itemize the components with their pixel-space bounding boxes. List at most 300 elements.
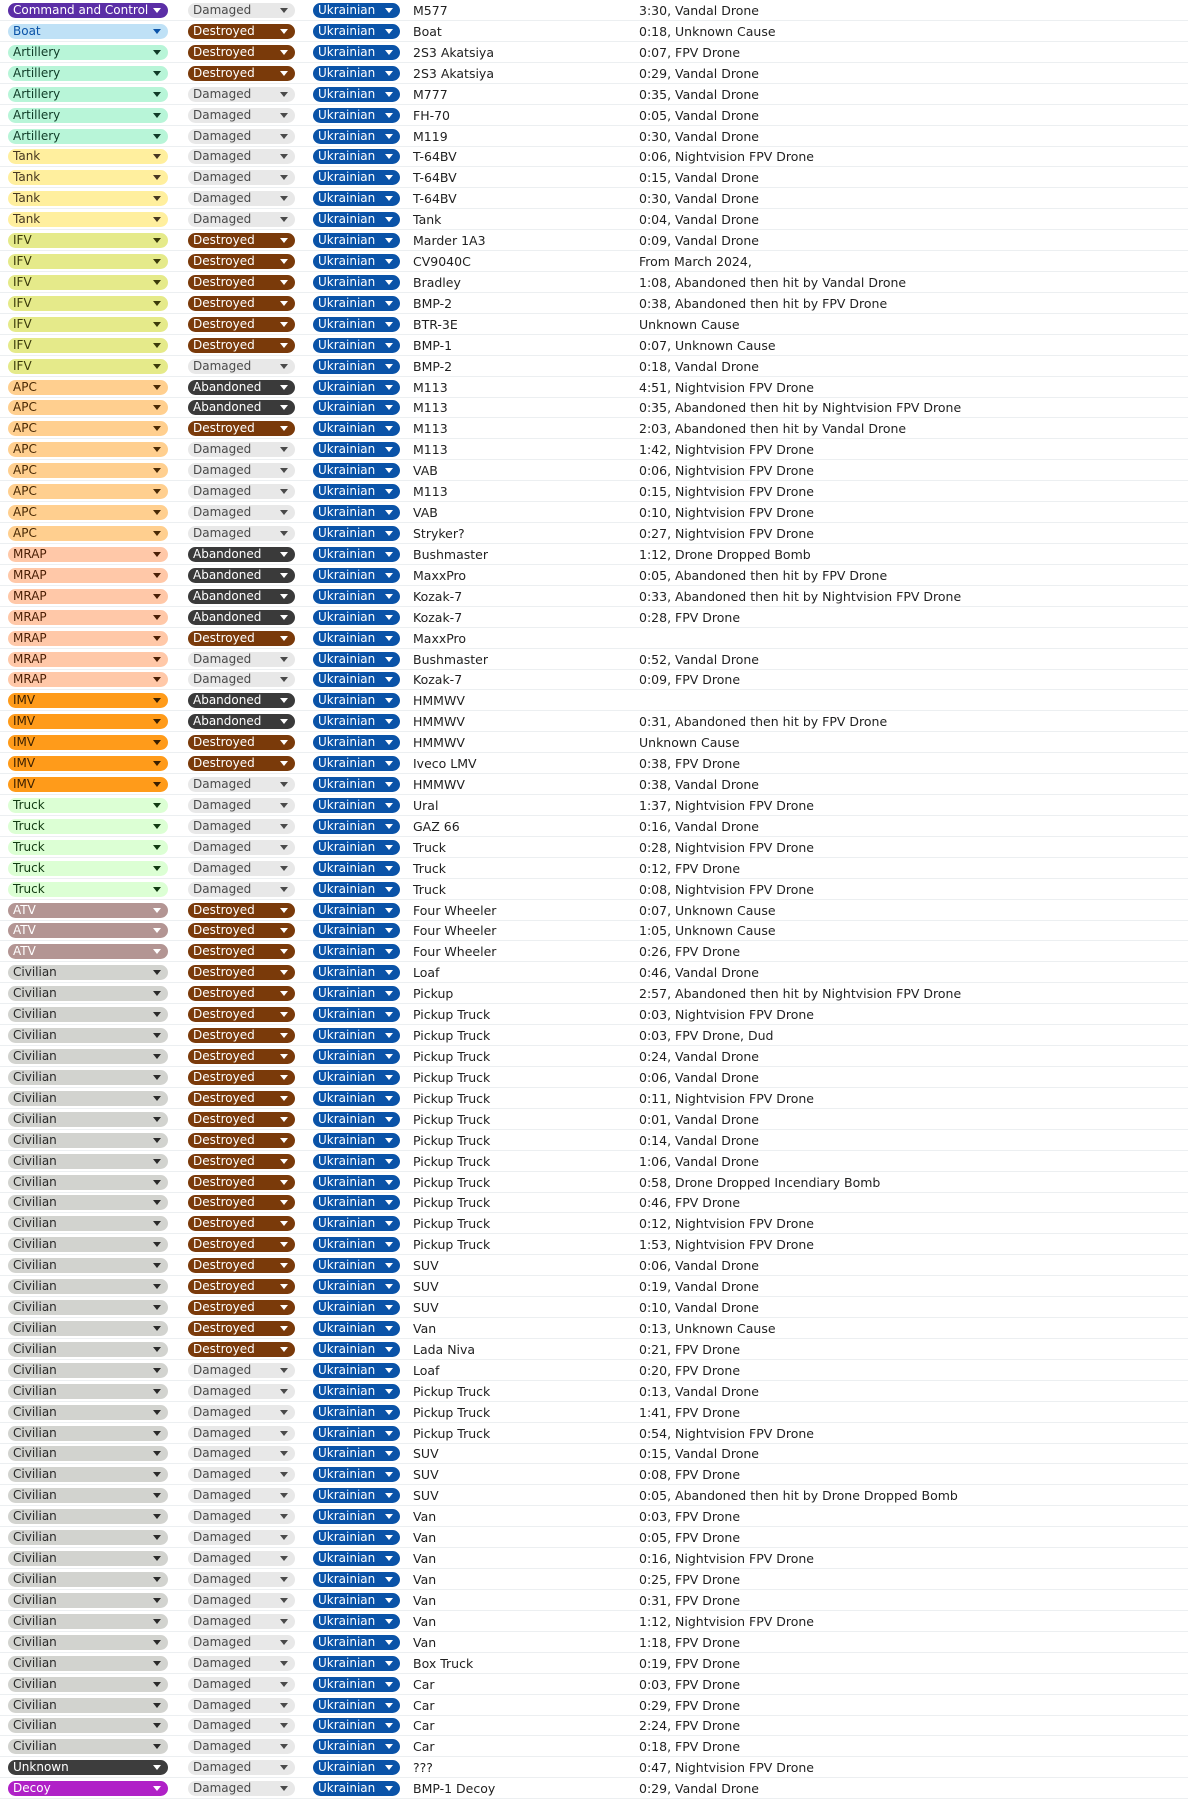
model-cell[interactable]: Pickup Truck xyxy=(413,1112,491,1127)
type-dropdown[interactable] xyxy=(8,1007,168,1022)
chevron-down-icon[interactable] xyxy=(280,970,288,975)
type-dropdown[interactable] xyxy=(8,756,168,771)
status-dropdown[interactable] xyxy=(188,1237,295,1252)
chevron-down-icon[interactable] xyxy=(385,1284,393,1289)
type-dropdown[interactable] xyxy=(8,1760,168,1775)
model-cell[interactable]: Pickup Truck xyxy=(413,1091,491,1106)
notes-cell[interactable]: 0:20, FPV Drone xyxy=(639,1363,741,1378)
chevron-down-icon[interactable] xyxy=(280,196,288,201)
chevron-down-icon[interactable] xyxy=(153,1033,161,1038)
nationality-dropdown[interactable] xyxy=(313,66,400,81)
notes-cell[interactable]: 0:21, FPV Drone xyxy=(639,1342,741,1357)
type-dropdown[interactable] xyxy=(8,1175,168,1190)
chevron-down-icon[interactable] xyxy=(280,1598,288,1603)
type-dropdown[interactable] xyxy=(8,1426,168,1441)
nationality-dropdown[interactable] xyxy=(313,400,400,415)
status-dropdown[interactable] xyxy=(188,1321,295,1336)
chevron-down-icon[interactable] xyxy=(153,1472,161,1477)
type-dropdown[interactable] xyxy=(8,296,168,311)
type-dropdown[interactable] xyxy=(8,108,168,123)
nationality-dropdown[interactable] xyxy=(313,631,400,646)
status-dropdown[interactable] xyxy=(188,129,295,144)
chevron-down-icon[interactable] xyxy=(385,259,393,264)
notes-cell[interactable]: 0:31, FPV Drone xyxy=(639,1593,741,1608)
type-dropdown[interactable] xyxy=(8,631,168,646)
type-dropdown[interactable] xyxy=(8,1677,168,1692)
chevron-down-icon[interactable] xyxy=(385,1556,393,1561)
nationality-dropdown[interactable] xyxy=(313,1656,400,1671)
type-dropdown[interactable] xyxy=(8,1133,168,1148)
status-dropdown[interactable] xyxy=(188,400,295,415)
chevron-down-icon[interactable] xyxy=(280,113,288,118)
status-dropdown[interactable] xyxy=(188,965,295,980)
model-cell[interactable]: M113 xyxy=(413,421,448,436)
type-dropdown[interactable] xyxy=(8,882,168,897)
notes-cell[interactable]: 0:10, Vandal Drone xyxy=(639,1300,759,1315)
model-cell[interactable]: Four Wheeler xyxy=(413,923,497,938)
model-cell[interactable]: Bushmaster xyxy=(413,547,489,562)
status-dropdown[interactable] xyxy=(188,296,295,311)
notes-cell[interactable]: 2:57, Abandoned then hit by Nightvision FPV Drone xyxy=(639,986,962,1001)
status-dropdown[interactable] xyxy=(188,903,295,918)
notes-cell[interactable]: Unknown Cause xyxy=(639,735,740,750)
chevron-down-icon[interactable] xyxy=(385,782,393,787)
chevron-down-icon[interactable] xyxy=(385,1389,393,1394)
chevron-down-icon[interactable] xyxy=(153,908,161,913)
model-cell[interactable]: Pickup Truck xyxy=(413,1426,491,1441)
chevron-down-icon[interactable] xyxy=(153,1661,161,1666)
status-dropdown[interactable] xyxy=(188,1739,295,1754)
notes-cell[interactable]: 0:38, Abandoned then hit by FPV Drone xyxy=(639,296,888,311)
chevron-down-icon[interactable] xyxy=(280,1786,288,1791)
type-dropdown[interactable] xyxy=(8,1237,168,1252)
model-cell[interactable]: MaxxPro xyxy=(413,568,467,583)
chevron-down-icon[interactable] xyxy=(280,1012,288,1017)
status-dropdown[interactable] xyxy=(188,1195,295,1210)
model-cell[interactable]: Pickup Truck xyxy=(413,1175,491,1190)
notes-cell[interactable]: 0:28, FPV Drone xyxy=(639,610,741,625)
nationality-dropdown[interactable] xyxy=(313,1698,400,1713)
status-dropdown[interactable] xyxy=(188,1279,295,1294)
nationality-dropdown[interactable] xyxy=(313,275,400,290)
nationality-dropdown[interactable] xyxy=(313,317,400,332)
type-dropdown[interactable] xyxy=(8,965,168,980)
chevron-down-icon[interactable] xyxy=(385,1096,393,1101)
chevron-down-icon[interactable] xyxy=(280,1577,288,1582)
type-dropdown[interactable] xyxy=(8,338,168,353)
chevron-down-icon[interactable] xyxy=(153,740,161,745)
notes-cell[interactable]: 0:46, FPV Drone xyxy=(639,1195,741,1210)
notes-cell[interactable]: 0:18, Vandal Drone xyxy=(639,359,759,374)
status-dropdown[interactable] xyxy=(188,338,295,353)
nationality-dropdown[interactable] xyxy=(313,1405,400,1420)
nationality-dropdown[interactable] xyxy=(313,882,400,897)
model-cell[interactable]: Ural xyxy=(413,798,439,813)
chevron-down-icon[interactable] xyxy=(280,426,288,431)
nationality-dropdown[interactable] xyxy=(313,1049,400,1064)
notes-cell[interactable]: 0:12, Nightvision FPV Drone xyxy=(639,1216,814,1231)
chevron-down-icon[interactable] xyxy=(280,866,288,871)
chevron-down-icon[interactable] xyxy=(153,928,161,933)
notes-cell[interactable]: 0:52, Vandal Drone xyxy=(639,652,759,667)
chevron-down-icon[interactable] xyxy=(385,322,393,327)
notes-cell[interactable]: 0:54, Nightvision FPV Drone xyxy=(639,1426,814,1441)
chevron-down-icon[interactable] xyxy=(385,1347,393,1352)
type-dropdown[interactable] xyxy=(8,149,168,164)
chevron-down-icon[interactable] xyxy=(385,1431,393,1436)
status-dropdown[interactable] xyxy=(188,1656,295,1671)
type-dropdown[interactable] xyxy=(8,735,168,750)
notes-cell[interactable]: 0:05, Abandoned then hit by Drone Dropped Bomb xyxy=(639,1488,958,1503)
type-dropdown[interactable] xyxy=(8,944,168,959)
chevron-down-icon[interactable] xyxy=(385,1054,393,1059)
chevron-down-icon[interactable] xyxy=(153,1012,161,1017)
chevron-down-icon[interactable] xyxy=(280,1514,288,1519)
chevron-down-icon[interactable] xyxy=(385,1619,393,1624)
type-dropdown[interactable] xyxy=(8,526,168,541)
chevron-down-icon[interactable] xyxy=(280,845,288,850)
notes-cell[interactable]: 0:06, Nightvision FPV Drone xyxy=(639,149,814,164)
type-dropdown[interactable] xyxy=(8,233,168,248)
model-cell[interactable]: Pickup xyxy=(413,986,454,1001)
chevron-down-icon[interactable] xyxy=(153,1577,161,1582)
chevron-down-icon[interactable] xyxy=(280,50,288,55)
status-dropdown[interactable] xyxy=(188,1049,295,1064)
chevron-down-icon[interactable] xyxy=(280,1640,288,1645)
type-dropdown[interactable] xyxy=(8,1614,168,1629)
status-dropdown[interactable] xyxy=(188,986,295,1001)
chevron-down-icon[interactable] xyxy=(153,1786,161,1791)
chevron-down-icon[interactable] xyxy=(153,1368,161,1373)
chevron-down-icon[interactable] xyxy=(385,1117,393,1122)
status-dropdown[interactable] xyxy=(188,1028,295,1043)
nationality-dropdown[interactable] xyxy=(313,254,400,269)
nationality-dropdown[interactable] xyxy=(313,756,400,771)
status-dropdown[interactable] xyxy=(188,882,295,897)
type-dropdown[interactable] xyxy=(8,254,168,269)
type-dropdown[interactable] xyxy=(8,840,168,855)
notes-cell[interactable]: 0:19, FPV Drone xyxy=(639,1656,741,1671)
status-dropdown[interactable] xyxy=(188,1467,295,1482)
chevron-down-icon[interactable] xyxy=(153,196,161,201)
nationality-dropdown[interactable] xyxy=(313,3,400,18)
model-cell[interactable]: Stryker? xyxy=(413,526,465,541)
chevron-down-icon[interactable] xyxy=(280,280,288,285)
model-cell[interactable]: Pickup Truck xyxy=(413,1070,491,1085)
chevron-down-icon[interactable] xyxy=(385,1640,393,1645)
chevron-down-icon[interactable] xyxy=(385,740,393,745)
chevron-down-icon[interactable] xyxy=(280,1033,288,1038)
nationality-dropdown[interactable] xyxy=(313,87,400,102)
type-dropdown[interactable] xyxy=(8,505,168,520)
notes-cell[interactable]: 1:18, FPV Drone xyxy=(639,1635,741,1650)
chevron-down-icon[interactable] xyxy=(153,1723,161,1728)
nationality-dropdown[interactable] xyxy=(313,965,400,980)
model-cell[interactable]: Car xyxy=(413,1677,435,1692)
type-dropdown[interactable] xyxy=(8,1321,168,1336)
chevron-down-icon[interactable] xyxy=(385,866,393,871)
nationality-dropdown[interactable] xyxy=(313,463,400,478)
type-dropdown[interactable] xyxy=(8,421,168,436)
chevron-down-icon[interactable] xyxy=(153,468,161,473)
chevron-down-icon[interactable] xyxy=(385,845,393,850)
chevron-down-icon[interactable] xyxy=(385,803,393,808)
model-cell[interactable]: SUV xyxy=(413,1467,439,1482)
nationality-dropdown[interactable] xyxy=(313,1363,400,1378)
chevron-down-icon[interactable] xyxy=(385,175,393,180)
type-dropdown[interactable] xyxy=(8,359,168,374)
notes-cell[interactable]: 0:05, Abandoned then hit by FPV Drone xyxy=(639,568,888,583)
nationality-dropdown[interactable] xyxy=(313,170,400,185)
notes-cell[interactable]: 0:03, FPV Drone, Dud xyxy=(639,1028,774,1043)
model-cell[interactable]: Van xyxy=(413,1572,437,1587)
notes-cell[interactable]: 0:30, Vandal Drone xyxy=(639,129,759,144)
nationality-dropdown[interactable] xyxy=(313,1321,400,1336)
chevron-down-icon[interactable] xyxy=(153,1117,161,1122)
chevron-down-icon[interactable] xyxy=(385,426,393,431)
chevron-down-icon[interactable] xyxy=(153,447,161,452)
chevron-down-icon[interactable] xyxy=(153,280,161,285)
chevron-down-icon[interactable] xyxy=(385,1765,393,1770)
chevron-down-icon[interactable] xyxy=(385,949,393,954)
type-dropdown[interactable] xyxy=(8,1405,168,1420)
nationality-dropdown[interactable] xyxy=(313,1195,400,1210)
model-cell[interactable]: ??? xyxy=(413,1760,433,1775)
chevron-down-icon[interactable] xyxy=(385,1180,393,1185)
nationality-dropdown[interactable] xyxy=(313,652,400,667)
type-dropdown[interactable] xyxy=(8,1363,168,1378)
status-dropdown[interactable] xyxy=(188,1112,295,1127)
chevron-down-icon[interactable] xyxy=(280,1431,288,1436)
status-dropdown[interactable] xyxy=(188,526,295,541)
chevron-down-icon[interactable] xyxy=(153,1242,161,1247)
chevron-down-icon[interactable] xyxy=(153,552,161,557)
chevron-down-icon[interactable] xyxy=(385,698,393,703)
chevron-down-icon[interactable] xyxy=(153,301,161,306)
status-dropdown[interactable] xyxy=(188,1509,295,1524)
notes-cell[interactable]: 0:06, Nightvision FPV Drone xyxy=(639,463,814,478)
nationality-dropdown[interactable] xyxy=(313,1258,400,1273)
model-cell[interactable]: Kozak-7 xyxy=(413,589,463,604)
model-cell[interactable]: Pickup Truck xyxy=(413,1405,491,1420)
chevron-down-icon[interactable] xyxy=(280,1305,288,1310)
chevron-down-icon[interactable] xyxy=(153,719,161,724)
chevron-down-icon[interactable] xyxy=(153,1640,161,1645)
chevron-down-icon[interactable] xyxy=(385,92,393,97)
type-dropdown[interactable] xyxy=(8,1718,168,1733)
type-dropdown[interactable] xyxy=(8,1258,168,1273)
status-dropdown[interactable] xyxy=(188,1488,295,1503)
type-dropdown[interactable] xyxy=(8,652,168,667)
model-cell[interactable]: Pickup Truck xyxy=(413,1154,491,1169)
chevron-down-icon[interactable] xyxy=(153,1284,161,1289)
status-dropdown[interactable] xyxy=(188,254,295,269)
chevron-down-icon[interactable] xyxy=(153,364,161,369)
nationality-dropdown[interactable] xyxy=(313,149,400,164)
chevron-down-icon[interactable] xyxy=(280,238,288,243)
notes-cell[interactable]: 0:15, Vandal Drone xyxy=(639,170,759,185)
notes-cell[interactable]: 0:07, Unknown Cause xyxy=(639,338,776,353)
status-dropdown[interactable] xyxy=(188,1405,295,1420)
chevron-down-icon[interactable] xyxy=(385,1075,393,1080)
status-dropdown[interactable] xyxy=(188,1781,295,1796)
chevron-down-icon[interactable] xyxy=(153,866,161,871)
model-cell[interactable]: Lada Niva xyxy=(413,1342,476,1357)
chevron-down-icon[interactable] xyxy=(385,50,393,55)
type-dropdown[interactable] xyxy=(8,1091,168,1106)
chevron-down-icon[interactable] xyxy=(280,134,288,139)
status-dropdown[interactable] xyxy=(188,1175,295,1190)
type-dropdown[interactable] xyxy=(8,1446,168,1461)
nationality-dropdown[interactable] xyxy=(313,1112,400,1127)
chevron-down-icon[interactable] xyxy=(385,636,393,641)
model-cell[interactable]: Pickup Truck xyxy=(413,1049,491,1064)
status-dropdown[interactable] xyxy=(188,693,295,708)
model-cell[interactable]: GAZ 66 xyxy=(413,819,460,834)
notes-cell[interactable]: 0:58, Drone Dropped Incendiary Bomb xyxy=(639,1175,881,1190)
chevron-down-icon[interactable] xyxy=(153,92,161,97)
chevron-down-icon[interactable] xyxy=(280,1389,288,1394)
type-dropdown[interactable] xyxy=(8,903,168,918)
chevron-down-icon[interactable] xyxy=(385,1033,393,1038)
model-cell[interactable]: Iveco LMV xyxy=(413,756,477,771)
chevron-down-icon[interactable] xyxy=(153,385,161,390)
status-dropdown[interactable] xyxy=(188,1530,295,1545)
chevron-down-icon[interactable] xyxy=(153,1075,161,1080)
notes-cell[interactable]: 1:05, Unknown Cause xyxy=(639,923,776,938)
model-cell[interactable]: HMMWV xyxy=(413,735,465,750)
chevron-down-icon[interactable] xyxy=(280,447,288,452)
type-dropdown[interactable] xyxy=(8,819,168,834)
nationality-dropdown[interactable] xyxy=(313,1718,400,1733)
chevron-down-icon[interactable] xyxy=(153,1054,161,1059)
chevron-down-icon[interactable] xyxy=(153,636,161,641)
chevron-down-icon[interactable] xyxy=(385,1514,393,1519)
chevron-down-icon[interactable] xyxy=(280,1410,288,1415)
chevron-down-icon[interactable] xyxy=(153,1514,161,1519)
notes-cell[interactable]: 0:35, Abandoned then hit by Nightvision FPV Drone xyxy=(639,400,962,415)
notes-cell[interactable]: 0:08, Nightvision FPV Drone xyxy=(639,882,814,897)
chevron-down-icon[interactable] xyxy=(385,71,393,76)
nationality-dropdown[interactable] xyxy=(313,233,400,248)
notes-cell[interactable]: 1:08, Abandoned then hit by Vandal Drone xyxy=(639,275,907,290)
model-cell[interactable]: FH-70 xyxy=(413,108,451,123)
nationality-dropdown[interactable] xyxy=(313,840,400,855)
chevron-down-icon[interactable] xyxy=(280,175,288,180)
type-dropdown[interactable] xyxy=(8,66,168,81)
chevron-down-icon[interactable] xyxy=(385,29,393,34)
chevron-down-icon[interactable] xyxy=(385,113,393,118)
model-cell[interactable]: Pickup Truck xyxy=(413,1028,491,1043)
chevron-down-icon[interactable] xyxy=(385,594,393,599)
model-cell[interactable]: HMMWV xyxy=(413,714,465,729)
type-dropdown[interactable] xyxy=(8,1028,168,1043)
type-dropdown[interactable] xyxy=(8,777,168,792)
chevron-down-icon[interactable] xyxy=(385,908,393,913)
chevron-down-icon[interactable] xyxy=(280,1451,288,1456)
type-dropdown[interactable] xyxy=(8,547,168,562)
chevron-down-icon[interactable] xyxy=(153,531,161,536)
type-dropdown[interactable] xyxy=(8,1551,168,1566)
nationality-dropdown[interactable] xyxy=(313,547,400,562)
chevron-down-icon[interactable] xyxy=(385,1472,393,1477)
chevron-down-icon[interactable] xyxy=(280,1138,288,1143)
type-dropdown[interactable] xyxy=(8,861,168,876)
chevron-down-icon[interactable] xyxy=(385,615,393,620)
chevron-down-icon[interactable] xyxy=(280,698,288,703)
notes-cell[interactable]: 0:14, Vandal Drone xyxy=(639,1133,759,1148)
nationality-dropdown[interactable] xyxy=(313,24,400,39)
chevron-down-icon[interactable] xyxy=(385,1326,393,1331)
chevron-down-icon[interactable] xyxy=(280,154,288,159)
notes-cell[interactable]: 0:07, FPV Drone xyxy=(639,45,741,60)
chevron-down-icon[interactable] xyxy=(153,1138,161,1143)
status-dropdown[interactable] xyxy=(188,1384,295,1399)
model-cell[interactable]: Van xyxy=(413,1509,437,1524)
chevron-down-icon[interactable] xyxy=(385,1493,393,1498)
status-dropdown[interactable] xyxy=(188,1614,295,1629)
notes-cell[interactable]: 0:33, Abandoned then hit by Nightvision FPV Drone xyxy=(639,589,962,604)
type-dropdown[interactable] xyxy=(8,1739,168,1754)
notes-cell[interactable]: 0:16, Vandal Drone xyxy=(639,819,759,834)
status-dropdown[interactable] xyxy=(188,1698,295,1713)
type-dropdown[interactable] xyxy=(8,1656,168,1671)
model-cell[interactable]: Van xyxy=(413,1635,437,1650)
notes-cell[interactable]: 0:46, Vandal Drone xyxy=(639,965,759,980)
status-dropdown[interactable] xyxy=(188,484,295,499)
chevron-down-icon[interactable] xyxy=(280,887,288,892)
notes-cell[interactable]: 3:30, Vandal Drone xyxy=(639,3,759,18)
chevron-down-icon[interactable] xyxy=(385,991,393,996)
type-dropdown[interactable] xyxy=(8,1635,168,1650)
chevron-down-icon[interactable] xyxy=(385,447,393,452)
status-dropdown[interactable] xyxy=(188,191,295,206)
status-dropdown[interactable] xyxy=(188,1216,295,1231)
nationality-dropdown[interactable] xyxy=(313,1175,400,1190)
status-dropdown[interactable] xyxy=(188,631,295,646)
chevron-down-icon[interactable] xyxy=(153,1598,161,1603)
chevron-down-icon[interactable] xyxy=(153,991,161,996)
nationality-dropdown[interactable] xyxy=(313,1677,400,1692)
chevron-down-icon[interactable] xyxy=(280,824,288,829)
status-dropdown[interactable] xyxy=(188,505,295,520)
chevron-down-icon[interactable] xyxy=(385,280,393,285)
nationality-dropdown[interactable] xyxy=(313,1384,400,1399)
type-dropdown[interactable] xyxy=(8,463,168,478)
nationality-dropdown[interactable] xyxy=(313,610,400,625)
chevron-down-icon[interactable] xyxy=(280,1096,288,1101)
chevron-down-icon[interactable] xyxy=(385,1138,393,1143)
nationality-dropdown[interactable] xyxy=(313,944,400,959)
notes-cell[interactable]: 0:18, FPV Drone xyxy=(639,1739,741,1754)
status-dropdown[interactable] xyxy=(188,463,295,478)
chevron-down-icon[interactable] xyxy=(153,845,161,850)
nationality-dropdown[interactable] xyxy=(313,129,400,144)
nationality-dropdown[interactable] xyxy=(313,903,400,918)
model-cell[interactable]: Truck xyxy=(413,861,446,876)
chevron-down-icon[interactable] xyxy=(153,1305,161,1310)
chevron-down-icon[interactable] xyxy=(280,1180,288,1185)
chevron-down-icon[interactable] xyxy=(153,259,161,264)
chevron-down-icon[interactable] xyxy=(385,1012,393,1017)
chevron-down-icon[interactable] xyxy=(153,154,161,159)
nationality-dropdown[interactable] xyxy=(313,484,400,499)
chevron-down-icon[interactable] xyxy=(385,510,393,515)
chevron-down-icon[interactable] xyxy=(153,573,161,578)
chevron-down-icon[interactable] xyxy=(385,824,393,829)
type-dropdown[interactable] xyxy=(8,1154,168,1169)
notes-cell[interactable]: 0:08, FPV Drone xyxy=(639,1467,741,1482)
